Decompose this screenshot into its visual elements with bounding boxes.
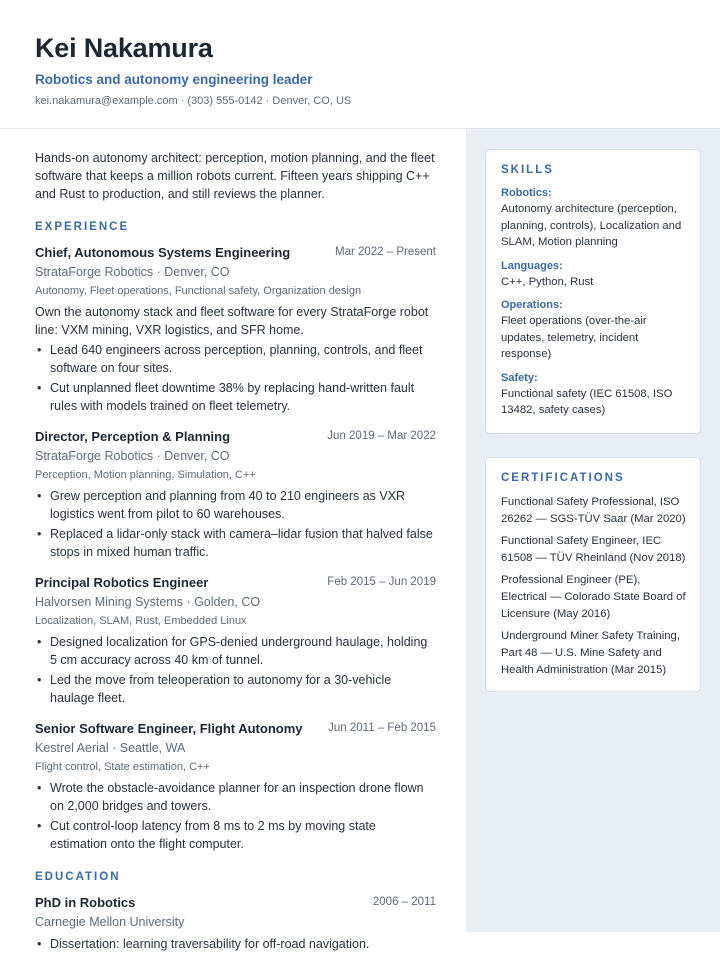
skill-category: Safety: [501, 371, 538, 384]
job-tags: Flight control, State estimation, C++ [35, 761, 210, 773]
degree-title: PhD in Robotics [35, 895, 136, 910]
job-dates: Mar 2022 – Present [334, 246, 436, 258]
skill-category: Robotics: [501, 187, 552, 199]
contact-line: kei.nakamura@example.com · (303) 555-0142 · Denver, CO, US [35, 95, 352, 107]
candidate-tagline: Robotics and autonomy engineering leader [35, 72, 313, 87]
job-title: Principal Robotics Engineer [35, 575, 209, 590]
experience-heading: EXPERIENCE [35, 221, 130, 233]
certifications-heading: CERTIFICATIONS [501, 472, 625, 484]
main-column [35, 149, 436, 967]
certification-item: Underground Miner Safety Training, Part 48 — U.S. Mine Safety and Health Administration (Mar 2015) [501, 630, 680, 676]
job-summary: Own the autonomy stack and fleet software for every StrataForge robot line: VXM mining, VXR logistics, and SFR home. [35, 305, 429, 337]
certification-item: Functional Safety Engineer, IEC 61508 — TÜV Rheinland (Nov 2018) [501, 535, 686, 564]
skills-heading: SKILLS [501, 164, 554, 176]
education-bullets [35, 935, 436, 953]
education-dates: 2006 – 2011 [372, 896, 436, 908]
job-organization: Kestrel Aerial · Seattle, WA [35, 741, 186, 755]
education-bullet: • Dissertation: learning traversability for off-road navigation. [35, 935, 436, 953]
skill-items: Autonomy architecture (perception, planning, controls), Localization and SLAM, Motion planning [501, 203, 682, 248]
skill-items: Functional safety (IEC 61508, ISO 13482, safety cases) [501, 387, 673, 416]
skill-items: Fleet operations (over-the-air updates, telemetry, incident response) [501, 315, 647, 360]
candidate-name: Kei Nakamura [35, 33, 213, 63]
job-bullet: • Designed localization for GPS-denied underground haulage, holding 5 cm accuracy across 40 km of tunnel. [35, 633, 436, 669]
job-bullet: • Wrote the obstacle-avoidance planner for an inspection drone flown on 2,000 bridges and towers. [35, 779, 436, 815]
job-entry [35, 721, 436, 853]
profile-summary: Hands-on autonomy architect: perception, motion planning, and the fleet software that keeps a million robots current. Fifteen years shipping C++ and Rust to production, and still reviews the planner. [35, 151, 435, 201]
job-bullet: • Led the move from teleoperation to autonomy for a 30-vehicle haulage fleet. [35, 671, 436, 707]
resume-header [0, 0, 720, 129]
job-title: Director, Perception & Planning [35, 429, 231, 444]
certifications-card [485, 457, 701, 692]
job-tags: Localization, SLAM, Rust, Embedded Linux [35, 615, 247, 627]
job-dates: Jun 2019 – Mar 2022 [327, 430, 436, 442]
skill-category: Languages: [501, 259, 563, 272]
job-bullets [35, 487, 436, 561]
job-organization: StrataForge Robotics · Denver, CO [35, 449, 230, 463]
job-tags: Perception, Motion planning, Simulation, C++ [35, 469, 256, 481]
job-entry [35, 429, 436, 561]
skill-category: Operations: [501, 299, 563, 311]
job-organization: StrataForge Robotics · Denver, CO [35, 265, 230, 279]
job-bullets [35, 341, 436, 415]
job-title: Chief, Autonomous Systems Engineering [35, 245, 291, 260]
job-bullets [35, 779, 436, 853]
certification-item: Functional Safety Professional, ISO 26262 — SGS-TÜV Saar (Mar 2020) [501, 496, 686, 525]
certification-item: Professional Engineer (PE), Electrical — Colorado State Board of Licensure (May 2016) [501, 574, 686, 620]
education-entry [35, 895, 436, 953]
job-organization: Halvorsen Mining Systems · Golden, CO [35, 595, 261, 609]
skill-items: C++, Python, Rust [501, 275, 594, 288]
job-bullet: • Cut control-loop latency from 8 ms to 2 ms by moving state estimation onto the flight computer. [35, 817, 436, 853]
school-name: Carnegie Mellon University [35, 915, 185, 929]
job-dates: Feb 2015 – Jun 2019 [327, 576, 436, 588]
job-bullet: • Lead 640 engineers across perception, planning, controls, and fleet software on four sites. [35, 341, 436, 377]
education-heading: EDUCATION [35, 871, 121, 883]
job-tags: Autonomy, Fleet operations, Functional safety, Organization design [35, 285, 362, 297]
job-bullet: • Grew perception and planning from 40 to 210 engineers as VXR logistics went from pilot to 60 warehouses. [35, 487, 436, 523]
job-bullet: • Cut unplanned fleet downtime 38% by replacing hand-written fault rules with models trained on fleet telemetry. [35, 379, 436, 415]
job-entry [35, 245, 436, 415]
job-bullet: • Replaced a lidar-only stack with camera–lidar fusion that halved false stops in mixed human traffic. [35, 525, 436, 561]
job-entry [35, 575, 436, 707]
job-title: Senior Software Engineer, Flight Autonomy [35, 721, 303, 736]
skills-card [485, 149, 701, 434]
job-dates: Jun 2011 – Feb 2015 [328, 722, 436, 734]
job-bullets [35, 633, 436, 707]
